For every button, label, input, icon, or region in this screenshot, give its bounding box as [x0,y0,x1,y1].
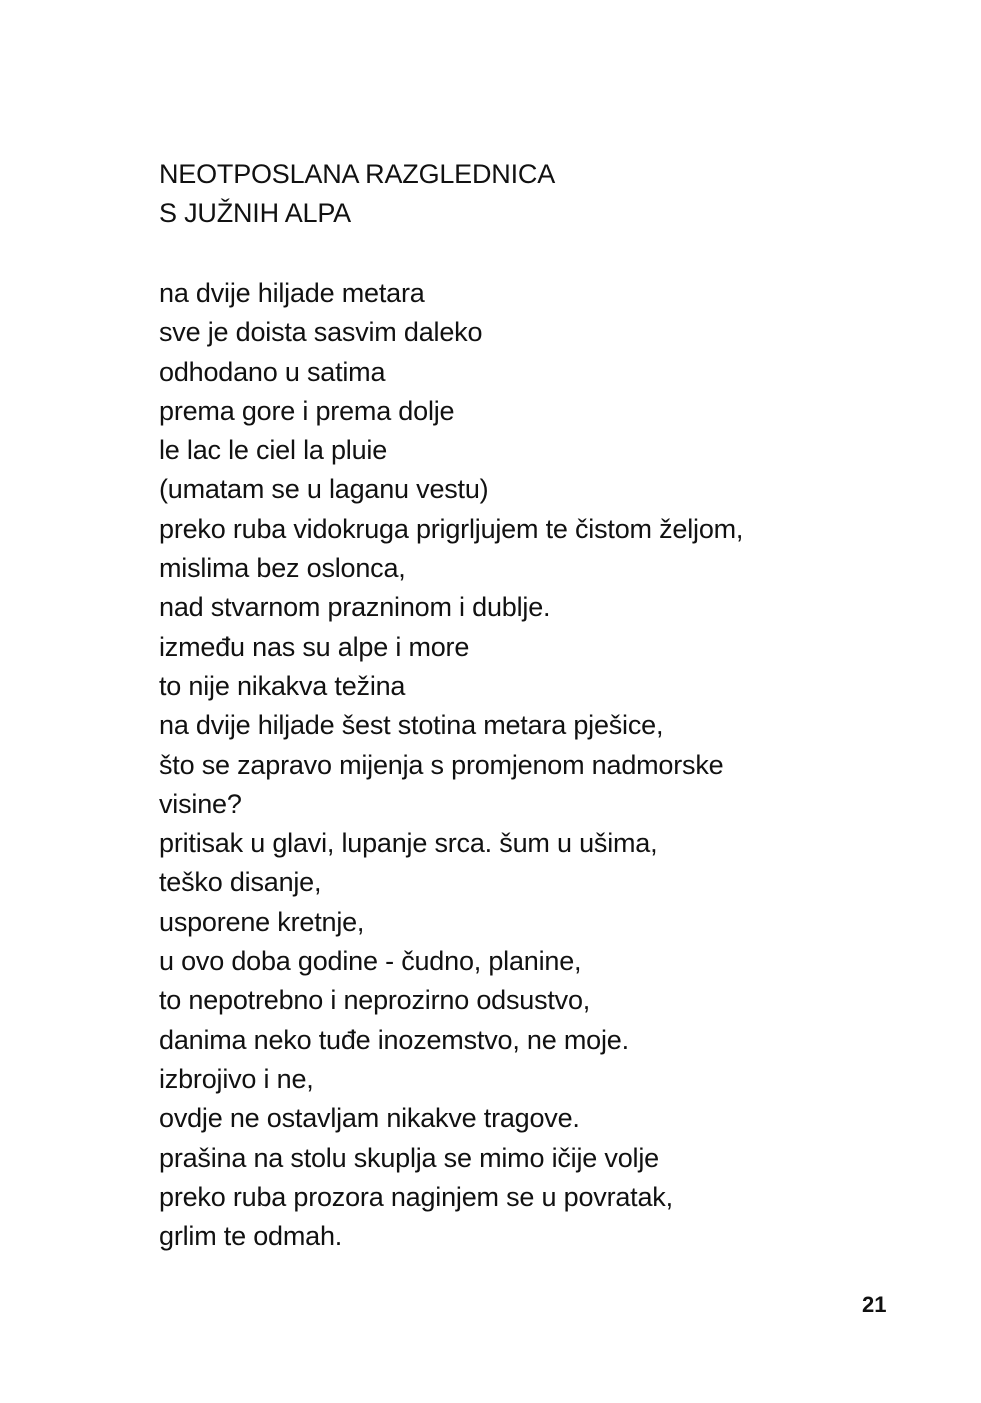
poem-line: to nepotrebno i neprozirno odsustvo, [159,985,591,1016]
poem-line: izbrojivo i ne, [159,1063,314,1094]
poem-line: visine? [159,788,242,819]
page-number: 21 [862,1292,887,1317]
poem-line: preko ruba prozora naginjem se u povratak, [159,1181,673,1212]
title-line: NEOTPOSLANA RAZGLEDNICA [159,159,555,189]
poem-line: između nas su alpe i more [159,631,470,662]
poem-line: le lac le ciel la pluie [159,435,388,466]
poem-line: mislima bez oslonca, [159,553,406,584]
poem-line: danima neko tuđe inozemstvo, ne moje. [159,1024,629,1055]
poem-line: na dvije hiljade metara [159,278,425,308]
poem-line: u ovo doba godine - čudno, planine, [159,946,582,977]
poem-body [159,274,919,1256]
poem-line: prašina na stolu skuplja se mimo ičije volje [159,1142,659,1173]
poem-line: preko ruba vidokruga prigrljujem te čistom željom, [159,513,744,544]
poem-line: pritisak u glavi, lupanje srca. šum u ušima, [159,828,658,859]
poem-line: na dvije hiljade šest stotina metara pješice, [159,710,664,741]
poem-line: prema gore i prema dolje [159,395,455,426]
poem-line: teško disanje, [159,867,322,898]
poem-line: sve je doista sasvim daleko [159,317,483,348]
poem-line: nad stvarnom prazninom i dublje. [159,592,551,623]
title-line: S JUŽNIH ALPA [159,198,351,228]
poem-line: odhodano u satima [159,356,386,387]
poem-line: usporene kretnje, [159,906,365,937]
poem-line: grlim te odmah. [159,1221,343,1252]
poem-line: to nije nikakva težina [159,670,406,701]
poem-line: što se zapravo mijenja s promjenom nadmorske [159,749,724,780]
poem-title [159,155,859,233]
poem-line: (umatam se u laganu vestu) [159,474,489,505]
poem-line: ovdje ne ostavljam nikakve tragove. [159,1103,580,1134]
